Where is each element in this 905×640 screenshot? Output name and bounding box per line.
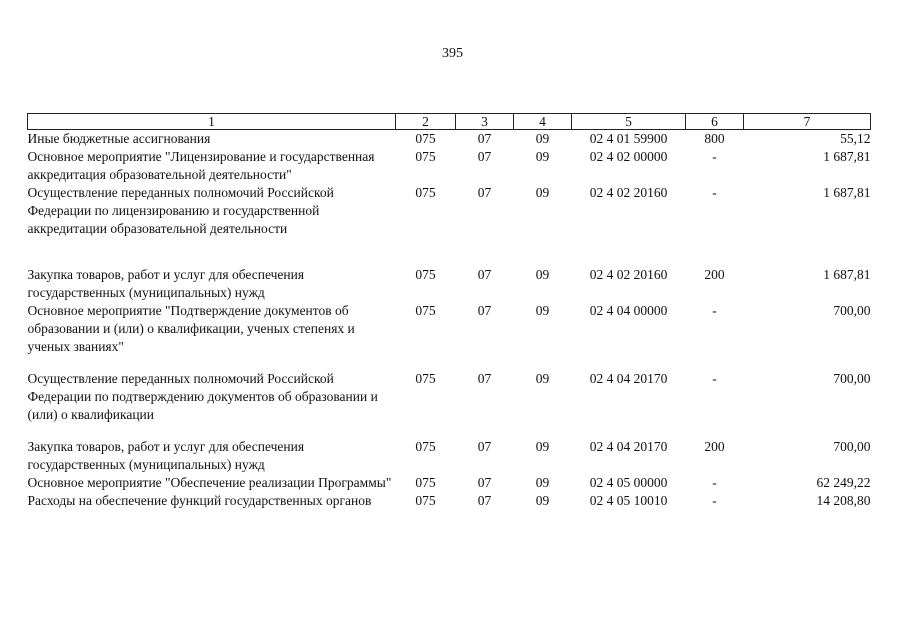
row-code-ministry: 075 [415,185,436,200]
column-header-7: 7 [744,114,871,130]
row-amount: 14 208,80 [816,493,871,508]
column-header-2: 2 [396,114,456,130]
row-amount: 700,00 [833,303,871,318]
row-code-expense-type: - [712,371,717,386]
row-code-target: 02 4 05 10010 [589,493,668,508]
row-code-ministry: 075 [415,475,436,490]
row-name: Закупка товаров, работ и услуг для обеспечения государственных (муниципальных) нужд [27,267,305,300]
row-code-section: 07 [477,493,492,508]
row-code-subsection: 09 [535,131,550,146]
row-code-section: 07 [477,185,492,200]
table-row [28,370,871,438]
row-code-expense-type: 800 [704,131,725,146]
table-row [28,438,871,474]
row-code-section: 07 [477,149,492,164]
row-code-expense-type: - [712,185,717,200]
row-code-ministry: 075 [415,493,436,508]
row-code-ministry: 075 [415,439,436,454]
row-code-target: 02 4 05 00000 [589,475,668,490]
table-row [28,130,871,149]
row-name: Закупка товаров, работ и услуг для обеспечения государственных (муниципальных) нужд [27,439,305,472]
row-code-target: 02 4 02 20160 [589,185,668,200]
row-amount: 700,00 [833,371,871,386]
row-code-subsection: 09 [535,267,550,282]
table-row [28,266,871,302]
row-amount: 1 687,81 [823,267,871,282]
row-code-subsection: 09 [535,371,550,386]
row-amount: 62 249,22 [816,475,871,490]
row-code-target: 02 4 02 00000 [589,149,668,164]
row-code-section: 07 [477,303,492,318]
budget-table [27,113,871,510]
row-code-target: 02 4 01 59900 [589,131,668,146]
row-code-section: 07 [477,439,492,454]
column-header-6: 6 [686,114,744,130]
row-amount: 1 687,81 [823,149,871,164]
row-code-subsection: 09 [535,303,550,318]
column-header-1: 1 [28,114,396,130]
row-code-expense-type: 200 [704,267,725,282]
row-name: Основное мероприятие "Лицензирование и государственная аккредитация образовательной деятельности" [27,149,375,182]
row-code-expense-type: - [712,475,717,490]
row-code-section: 07 [477,475,492,490]
row-code-target: 02 4 04 20170 [589,439,668,454]
table-row [28,474,871,492]
table-row [28,184,871,266]
row-code-section: 07 [477,371,492,386]
row-code-expense-type: - [712,493,717,508]
row-name: Осуществление переданных полномочий Российской Федерации по подтверждению документов об образовании и (или) о квалификации [27,371,378,422]
row-code-subsection: 09 [535,185,550,200]
table-header-row [28,114,871,130]
row-name: Осуществление переданных полномочий Российской Федерации по лицензированию и государственной аккредитации образовательной деятельности [27,185,334,236]
row-code-ministry: 075 [415,267,436,282]
row-code-section: 07 [477,131,492,146]
row-code-expense-type: - [712,303,717,318]
row-code-subsection: 09 [535,439,550,454]
row-name: Основное мероприятие "Подтверждение документов об образовании и (или) о квалификации, ученых степенях и ученых званиях" [27,303,355,354]
row-code-subsection: 09 [535,149,550,164]
column-header-5: 5 [572,114,686,130]
row-code-section: 07 [477,267,492,282]
row-amount: 55,12 [840,131,871,146]
table-row [28,148,871,184]
table-row [28,302,871,370]
row-code-subsection: 09 [535,493,550,508]
row-code-ministry: 075 [415,303,436,318]
row-code-ministry: 075 [415,131,436,146]
row-amount: 1 687,81 [823,185,871,200]
table-row [28,492,871,510]
column-header-4: 4 [514,114,572,130]
column-header-3: 3 [456,114,514,130]
row-name: Иные бюджетные ассигнования [27,131,211,146]
row-name: Основное мероприятие "Обеспечение реализации Программы" [27,475,392,490]
row-code-expense-type: 200 [704,439,725,454]
row-code-subsection: 09 [535,475,550,490]
row-code-ministry: 075 [415,371,436,386]
page-number: 395 [442,46,463,61]
row-code-target: 02 4 04 00000 [589,303,668,318]
row-code-target: 02 4 02 20160 [589,267,668,282]
row-name: Расходы на обеспечение функций государственных органов [27,493,372,508]
row-amount: 700,00 [833,439,871,454]
row-code-target: 02 4 04 20170 [589,371,668,386]
row-code-expense-type: - [712,149,717,164]
row-code-ministry: 075 [415,149,436,164]
